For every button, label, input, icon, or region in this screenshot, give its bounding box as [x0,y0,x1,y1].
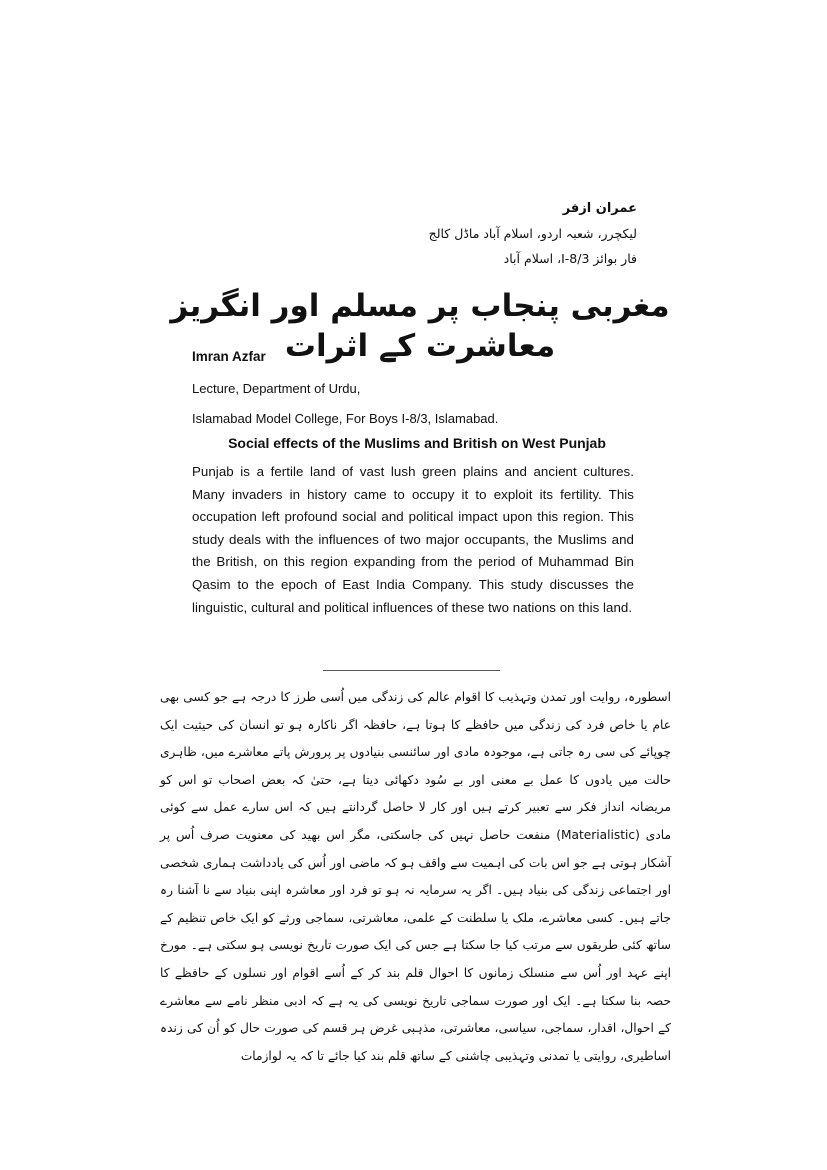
urdu-affiliation-line-1: لیکچرر، شعبہ اردو، اسلام آباد ماڈل کالج [428,226,637,241]
english-author-name: Imran Azfar [192,349,266,364]
english-article-title: Social effects of the Muslims and British on West Punjab [228,435,606,451]
english-abstract: Punjab is a fertile land of vast lush green plains and ancient cultures. Many invaders in history came to occupy it to exploit its fertility. This occupation left profound social and political impact upon this region. This study deals with the influences of two major occupants, the Muslims and the British, on this region expanding from the period of Muhammad Bin Qasim to the epoch of East India Company. This study discusses the linguistic, cultural and political influences of these two nations on this land. [192,464,634,615]
urdu-affiliation-line-2: فار بوائز I-8/3، اسلام آباد [503,251,637,266]
english-affiliation-line-1: Lecture, Department of Urdu, [192,381,361,396]
section-divider [323,670,500,671]
urdu-article-title: مغربی پنجاب پر مسلم اور انگریز معاشرت کے اثرات [170,288,670,364]
english-author-block [192,346,642,434]
urdu-author-block [217,196,637,271]
english-affiliation-line-2: Islamabad Model College, For Boys I-8/3, Islamabad. [192,411,499,426]
urdu-body-paragraph: اسطورہ، روایت اور تمدن وتہذیب کا اقوام عالم کی زندگی میں اُسی طرز کا درجہ ہے جو کسی بھی عام یا خاص فرد کی زندگی میں حافظے کا ہوتا ہے، حافظہ اگر ناکارہ ہو تو انسان کی حیثیت ایک چوپائے کی سی رہ جاتی ہے، موجودہ مادی اور سائنسی بنیادوں پر پرورش پاتے معاشرے میں، ظاہری حالت میں یادوں کا عمل بے معنی اور بے سُود دکھائی دیتا ہے، حتیٰ کہ بعض اصحاب تو اس کو مریضانہ انداز فکر سے تعبیر کرتے ہیں اور کار لا حاصل گردانتے ہیں کہ اس سارے عمل سے کوئی مادی (Materialistic) منفعت حاصل نہیں کی جاسکتی، مگر اس بھید کی معنویت صرف اُس پر آشکار ہوتی ہے جو اس بات کی اہمیت سے واقف ہو کہ ماضی اور اُس کی یادداشت ہماری شخصی اور اجتماعی زندگی کی بنیاد ہیں۔ اگر یہ سرمایہ نہ ہو تو فرد اور معاشرہ اپنی بنیاد سے نا آشنا رہ جاتے ہیں۔ کسی معاشرے، ملک یا سلطنت کے علمی، معاشرتی، سماجی ورثے کو ایک خاص تنظیم کے ساتھ کئی طریقوں سے مرتب کیا جا سکتا ہے جس کی ایک صورت تاریخ نویسی ہو سکتی ہے۔ مورخ اپنے عہد اور اُس سے منسلک زمانوں کا احوال قلم بند کر کے اُسے اقوام اور نسلوں کے حافظے کا حصہ بنا سکتا ہے۔ ایک اور صورت سماجی تاریخ نویسی کی یہ ہے کہ ادبی منظر نامے سے معاشرے کے احوال، اقدار، سماجی، سیاسی، معاشرتی، مذہبی غرض ہر قسم کی صورت حال کو اُن کی زندہ اساطیری، روایتی یا تمدنی وتہذیبی چاشنی کے ساتھ قلم بند کیا جائے تا کہ یہ لوازمات [160,690,671,1063]
urdu-author-name: عمران ازفر [562,201,637,216]
